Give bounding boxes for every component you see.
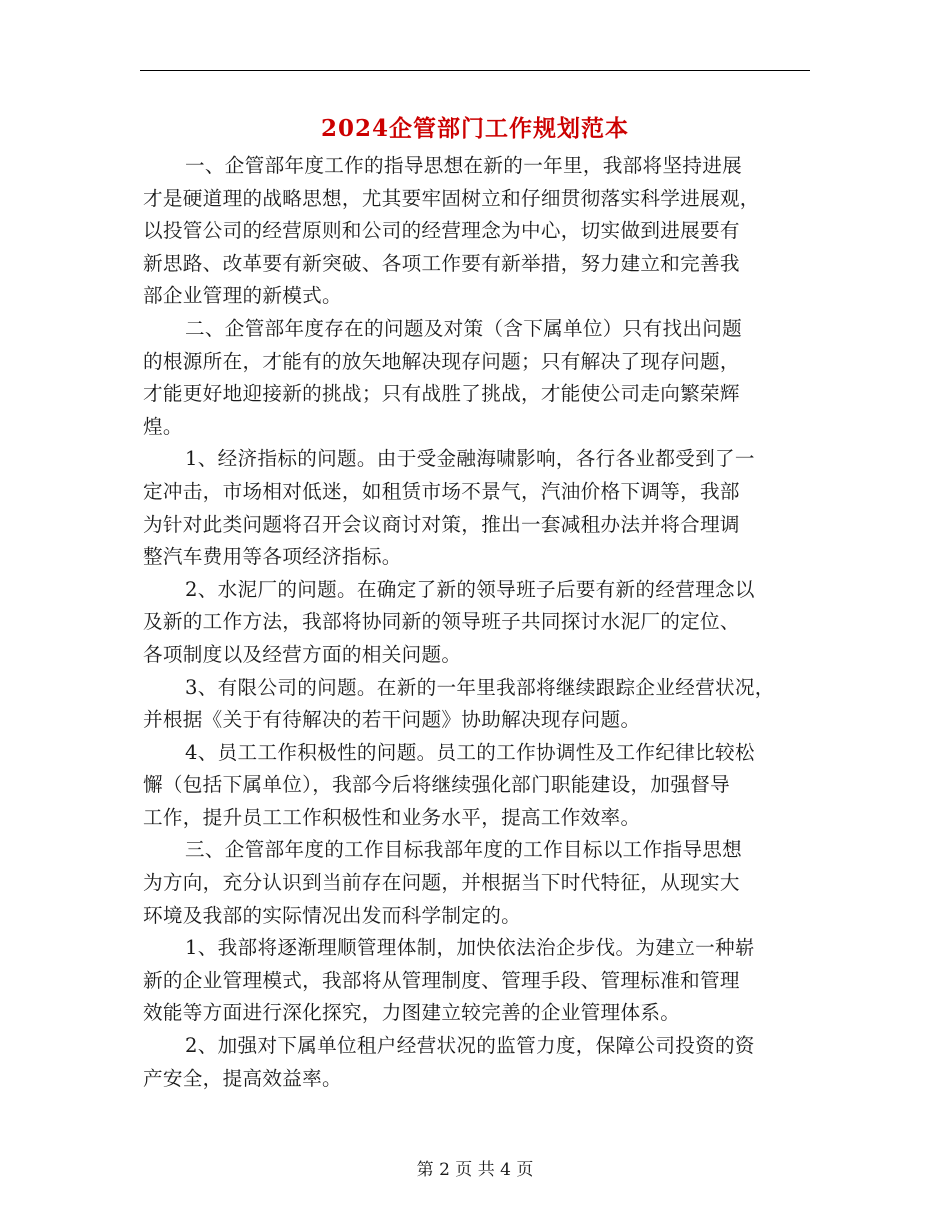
text-line: 新的企业管理模式，我部将从管理制度、管理手段、管理标准和管理 (143, 968, 740, 992)
paragraph (143, 834, 809, 932)
text-line: 部企业管理的新模式。 (143, 284, 342, 308)
text-line: 4、员工工作积极性的问题。员工的工作协调性及工作纪律比较松 (185, 740, 755, 764)
text-line: 并根据《关于有待解决的若干问题》协助解决现存问题。 (143, 708, 641, 732)
text-line: 为方向，充分认识到当前存在问题，并根据当下时代特征，从现实大 (143, 871, 740, 895)
text-line: 2、加强对下属单位租户经营状况的监管力度，保障公司投资的资 (185, 1034, 755, 1058)
text-line: 一、企管部年度工作的指导思想在新的一年里，我部将坚持进展 (185, 154, 743, 177)
document-body (143, 150, 809, 1095)
header-rule (140, 70, 810, 71)
text-line: 工作，提升员工工作积极性和业务水平，提高工作效率。 (143, 805, 641, 829)
text-line: 三、企管部年度的工作目标我部年度的工作目标以工作指导思想 (185, 838, 743, 862)
text-line: 2、水泥厂的问题。在确定了新的领导班子后要有新的经营理念以 (185, 577, 755, 601)
text-line: 1、经济指标的问题。由于受金融海啸影响，各行各业都受到了一 (185, 447, 755, 471)
text-line: 产安全，提高效益率。 (143, 1066, 342, 1090)
text-line: 才能更好地迎接新的挑战；只有战胜了挑战，才能使公司走向繁荣辉 (143, 382, 740, 406)
document-title: 2024企管部门工作规划范本 (320, 115, 629, 142)
paragraph (143, 150, 809, 313)
paragraph (143, 932, 809, 1030)
text-line: 定冲击，市场相对低迷，如租赁市场不景气，汽油价格下调等，我部 (143, 479, 740, 503)
text-line: 效能等方面进行深化探究，力图建立较完善的企业管理体系。 (143, 1001, 681, 1025)
paragraph (143, 672, 809, 737)
text-line: 及新的工作方法，我部将协同新的领导班子共同探讨水泥厂的定位、 (143, 610, 740, 634)
text-line: 整汽车费用等各项经济指标。 (143, 545, 402, 569)
text-line: 为针对此类问题将召开会议商讨对策，推出一套减租办法并将合理调 (143, 512, 740, 536)
paragraph (143, 313, 809, 443)
text-line: 才是硬道理的战略思想，尤其要牢固树立和仔细贯彻落实科学进展观， (143, 186, 760, 210)
text-line: 以投管公司的经营原则和公司的经营理念为中心，切实做到进展要有 (143, 219, 740, 243)
text-line: 1、我部将逐渐理顺管理体制，加快依法治企步伐。为建立一种崭 (185, 936, 755, 960)
paragraph (143, 574, 809, 672)
paragraph (143, 737, 809, 835)
text-line: 环境及我部的实际情况出发而科学制定的。 (143, 903, 521, 927)
text-line: 各项制度以及经营方面的相关问题。 (143, 642, 462, 666)
page-number-footer: 第 2 页 共 4 页 (416, 1160, 534, 1180)
paragraph (143, 1030, 809, 1095)
paragraph (143, 443, 809, 573)
text-line: 煌。 (143, 414, 183, 438)
text-line: 的根源所在，才能有的放矢地解决现存问题；只有解决了现存问题， (143, 349, 740, 373)
text-line: 二、企管部年度存在的问题及对策（含下属单位）只有找出问题 (185, 316, 743, 340)
text-line: 新思路、改革要有新突破、各项工作要有新举措，努力建立和完善我 (143, 251, 740, 275)
text-line: 3、有限公司的问题。在新的一年里我部将继续跟踪企业经营状况， (185, 675, 775, 699)
text-line: 懈（包括下属单位），我部今后将继续强化部门职能建设，加强督导 (143, 773, 731, 797)
